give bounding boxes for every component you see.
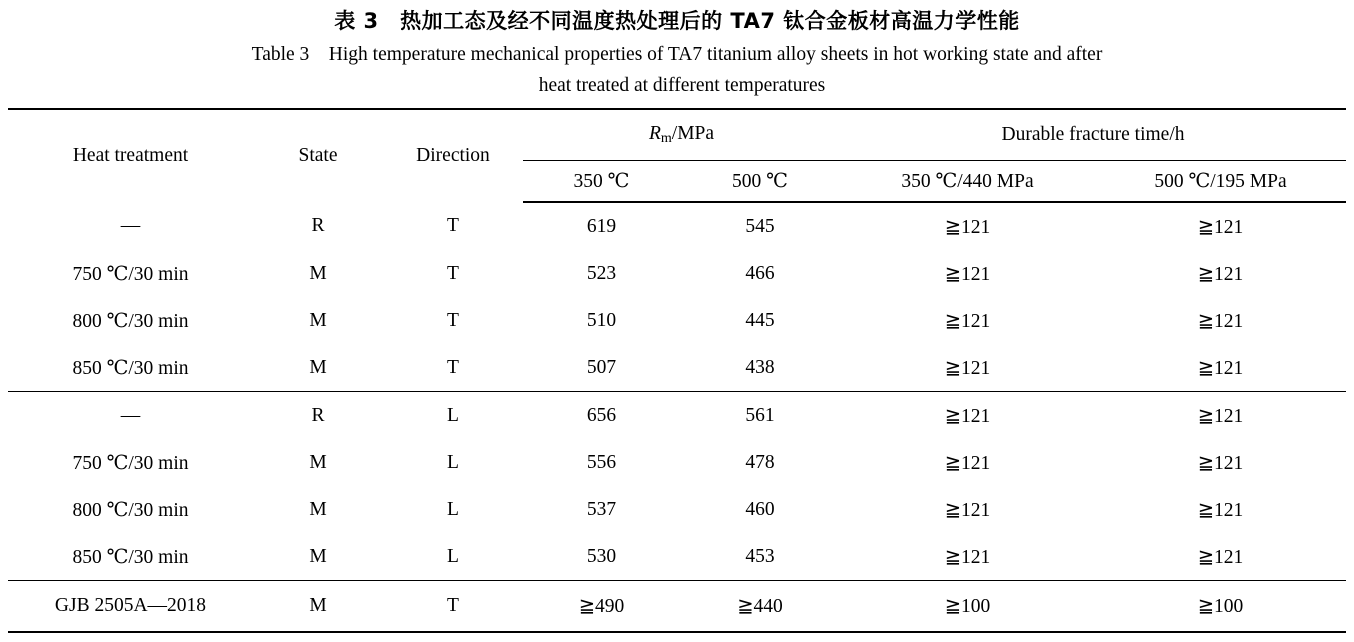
cell-dur-350: ≧121 bbox=[840, 344, 1095, 392]
cell-direction: T bbox=[447, 262, 459, 284]
col-header-dur-350: 350 ℃/440 MPa bbox=[840, 161, 1095, 203]
cell-direction: L bbox=[383, 533, 523, 581]
table-row-standard bbox=[8, 581, 1346, 633]
table-caption-chinese: 表 3 热加工态及经不同温度热处理后的 TA7 钛合金板材高温力学性能 bbox=[334, 9, 1020, 33]
cell-state: R bbox=[311, 404, 325, 426]
cell-direction: T bbox=[383, 344, 523, 392]
table-row bbox=[8, 486, 1346, 533]
cell-dur-500: ≧121 bbox=[1197, 216, 1244, 238]
cell-rm-350: 530 bbox=[523, 533, 680, 581]
cell-dur-350: ≧121 bbox=[944, 405, 991, 427]
cell-dur-500: ≧121 bbox=[1197, 310, 1244, 332]
col-header-dur-500: 500 ℃/195 MPa bbox=[1095, 161, 1346, 203]
cell-heat-treatment: 750 ℃/30 min bbox=[72, 263, 189, 285]
cell-rm-500: 438 bbox=[680, 344, 840, 392]
cell-state: M bbox=[309, 498, 327, 520]
cell-rm-500: 453 bbox=[680, 533, 840, 581]
cell-dur-350: ≧121 bbox=[944, 452, 991, 474]
rm-subscript: m bbox=[660, 130, 672, 147]
table-page bbox=[0, 7, 1354, 642]
cell-rm-500: 460 bbox=[745, 498, 775, 520]
cell-state: M bbox=[253, 581, 383, 633]
cell-rm-500: ≧440 bbox=[680, 581, 840, 633]
cell-rm-350: 510 bbox=[586, 309, 617, 331]
cell-heat-treatment: — bbox=[120, 215, 141, 236]
cell-state: M bbox=[309, 451, 327, 473]
cell-dur-350: ≧121 bbox=[944, 499, 991, 521]
cell-heat-treatment: 850 ℃/30 min bbox=[8, 533, 253, 581]
col-header-heat-treatment: Heat treatment bbox=[8, 109, 253, 202]
rm-symbol: R bbox=[648, 122, 661, 144]
col-header-state: State bbox=[253, 109, 383, 202]
cell-heat-treatment: 750 ℃/30 min bbox=[72, 452, 189, 474]
cell-direction: L bbox=[447, 498, 459, 520]
cell-direction: L bbox=[447, 404, 459, 426]
table-row bbox=[8, 297, 1346, 344]
cell-rm-500: 445 bbox=[745, 309, 775, 331]
cell-direction: L bbox=[447, 451, 459, 473]
cell-rm-500: 466 bbox=[745, 262, 775, 284]
cell-dur-350: ≧121 bbox=[944, 216, 991, 238]
col-header-direction: Direction bbox=[383, 109, 523, 202]
group-header-rm bbox=[523, 109, 840, 161]
cell-dur-500: ≧121 bbox=[1197, 499, 1244, 521]
cell-heat-treatment: 800 ℃/30 min bbox=[72, 499, 189, 521]
cell-heat-treatment: 800 ℃/30 min bbox=[72, 310, 189, 332]
cell-dur-500: ≧121 bbox=[1197, 263, 1244, 285]
cell-dur-350: ≧121 bbox=[944, 263, 991, 285]
table-row bbox=[8, 202, 1346, 250]
col-header-rm-350: 350 ℃ bbox=[523, 161, 680, 203]
cell-rm-350: ≧490 bbox=[523, 581, 680, 633]
cell-heat-treatment: 850 ℃/30 min bbox=[8, 344, 253, 392]
properties-table bbox=[8, 108, 1346, 633]
cell-rm-500: 478 bbox=[745, 451, 775, 473]
table-row bbox=[8, 250, 1346, 297]
cell-rm-350: 656 bbox=[586, 404, 617, 426]
cell-rm-350: 507 bbox=[523, 344, 680, 392]
cell-dur-500: ≧121 bbox=[1197, 405, 1244, 427]
cell-dur-500: ≧121 bbox=[1095, 533, 1346, 581]
cell-dur-350: ≧100 bbox=[840, 581, 1095, 633]
cell-state: M bbox=[253, 344, 383, 392]
cell-rm-500: 561 bbox=[745, 404, 775, 426]
cell-dur-350: ≧121 bbox=[840, 533, 1095, 581]
cell-rm-500: 545 bbox=[745, 215, 775, 237]
caption-english-line2: heat treated at different temperatures bbox=[538, 75, 826, 96]
table-caption-english bbox=[8, 39, 1346, 101]
table-row bbox=[8, 344, 1346, 392]
cell-state: M bbox=[253, 533, 383, 581]
cell-rm-350: 537 bbox=[586, 498, 617, 520]
caption-english-line1: Table 3 High temperature mechanical properties of TA7 titanium alloy sheets in hot working state and after bbox=[251, 44, 1103, 65]
col-header-rm-500: 500 ℃ bbox=[680, 161, 840, 203]
cell-rm-350: 523 bbox=[586, 262, 617, 284]
cell-dur-500: ≧100 bbox=[1095, 581, 1346, 633]
table-header-row-1 bbox=[8, 109, 1346, 161]
cell-state: M bbox=[309, 262, 327, 284]
cell-rm-350: 619 bbox=[586, 215, 617, 237]
table-row bbox=[8, 439, 1346, 486]
rm-unit: /MPa bbox=[671, 122, 715, 144]
cell-dur-500: ≧121 bbox=[1197, 452, 1244, 474]
cell-direction: T bbox=[447, 309, 459, 331]
group-header-durable-fracture: Durable fracture time/h bbox=[840, 109, 1346, 161]
cell-state: R bbox=[311, 215, 325, 236]
cell-heat-treatment: — bbox=[120, 404, 141, 426]
cell-state: M bbox=[309, 309, 327, 331]
cell-direction: T bbox=[447, 215, 459, 236]
table-row bbox=[8, 533, 1346, 581]
cell-direction: T bbox=[383, 581, 523, 633]
cell-rm-350: 556 bbox=[586, 451, 617, 473]
cell-dur-500: ≧121 bbox=[1095, 344, 1346, 392]
cell-heat-treatment: GJB 2505A—2018 bbox=[8, 581, 253, 633]
table-row bbox=[8, 392, 1346, 440]
cell-dur-350: ≧121 bbox=[944, 310, 991, 332]
